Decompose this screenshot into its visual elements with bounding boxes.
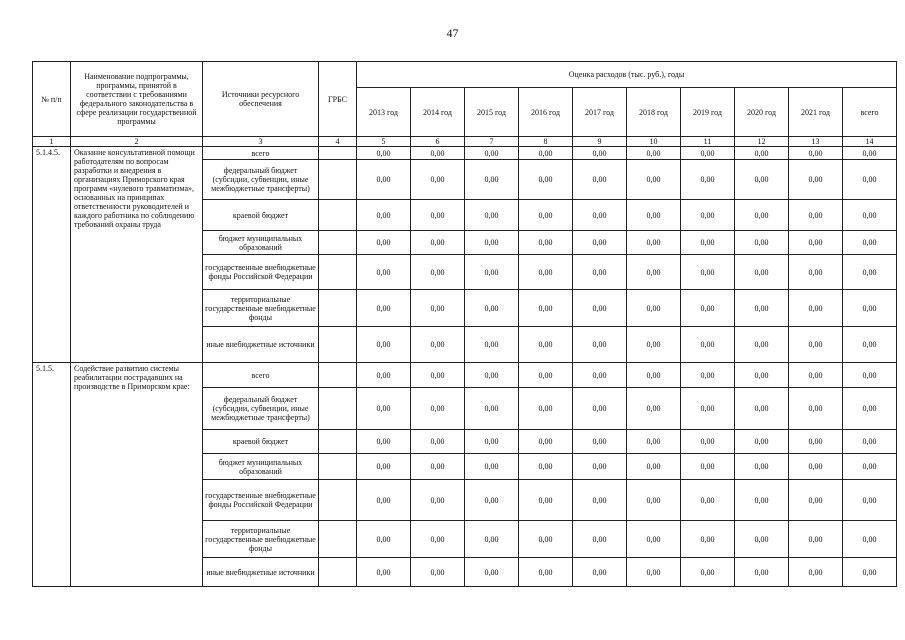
value-cell: 0,00 <box>357 558 411 587</box>
value-cell: 0,00 <box>519 363 573 388</box>
value-cell: 0,00 <box>789 147 843 160</box>
value-cell: 0,00 <box>573 558 627 587</box>
value-cell: 0,00 <box>465 480 519 521</box>
header-year: 2016 год <box>519 88 573 137</box>
value-cell: 0,00 <box>573 327 627 363</box>
value-cell: 0,00 <box>843 290 897 327</box>
value-cell: 0,00 <box>411 290 465 327</box>
funding-source: иные внебюджетные источники <box>203 327 319 363</box>
value-cell: 0,00 <box>357 480 411 521</box>
value-cell: 0,00 <box>681 290 735 327</box>
column-number: 3 <box>203 137 319 147</box>
grbs-cell <box>319 200 357 231</box>
grbs-cell <box>319 231 357 255</box>
column-number: 1 <box>33 137 71 147</box>
value-cell: 0,00 <box>681 521 735 558</box>
value-cell: 0,00 <box>573 454 627 480</box>
value-cell: 0,00 <box>735 290 789 327</box>
header-grbs: ГРБС <box>319 62 357 137</box>
value-cell: 0,00 <box>627 160 681 200</box>
value-cell: 0,00 <box>843 454 897 480</box>
value-cell: 0,00 <box>573 160 627 200</box>
value-cell: 0,00 <box>681 480 735 521</box>
table-body <box>33 147 897 587</box>
value-cell: 0,00 <box>627 480 681 521</box>
column-number: 6 <box>411 137 465 147</box>
value-cell: 0,00 <box>735 363 789 388</box>
value-cell: 0,00 <box>465 255 519 290</box>
value-cell: 0,00 <box>465 388 519 430</box>
funding-source: государственные внебюджетные фонды Российской Федерации <box>203 255 319 290</box>
value-cell: 0,00 <box>411 255 465 290</box>
value-cell: 0,00 <box>735 160 789 200</box>
header-estimate: Оценка расходов (тыс. руб.), годы <box>357 62 897 88</box>
value-cell: 0,00 <box>519 255 573 290</box>
value-cell: 0,00 <box>843 231 897 255</box>
value-cell: 0,00 <box>789 290 843 327</box>
value-cell: 0,00 <box>843 327 897 363</box>
funding-source: федеральный бюджет (субсидии, субвенции, иные межбюджетные трансферты) <box>203 160 319 200</box>
value-cell: 0,00 <box>627 454 681 480</box>
value-cell: 0,00 <box>573 255 627 290</box>
section-code: 5.1.4.5. <box>33 147 71 363</box>
value-cell: 0,00 <box>465 558 519 587</box>
header-year: 2019 год <box>681 88 735 137</box>
section-title: Оказание консультативной помощи работодателям по вопросам разработки и внедрения в организациях Приморского края программ «нулевого травматизма», основанных на принципах ответственности руководителей и каждого работника по соблюдению требований охраны труда <box>71 147 203 363</box>
header-sources: Источники ресурсного обеспечения <box>203 62 319 137</box>
value-cell: 0,00 <box>627 363 681 388</box>
funding-source: федеральный бюджет (субсидии, субвенции, иные межбюджетные трансферты) <box>203 388 319 430</box>
value-cell: 0,00 <box>627 558 681 587</box>
value-cell: 0,00 <box>357 388 411 430</box>
value-cell: 0,00 <box>843 147 897 160</box>
header-year: всего <box>843 88 897 137</box>
value-cell: 0,00 <box>735 430 789 454</box>
value-cell: 0,00 <box>411 430 465 454</box>
value-cell: 0,00 <box>681 430 735 454</box>
value-cell: 0,00 <box>789 480 843 521</box>
header-year: 2017 год <box>573 88 627 137</box>
value-cell: 0,00 <box>573 147 627 160</box>
funding-source: краевой бюджет <box>203 200 319 231</box>
value-cell: 0,00 <box>519 430 573 454</box>
header-name: Наименование подпрограммы, программы, принятой в соответствии с требованиями федерального законодательства в сфере реализации государственной программы <box>71 62 203 137</box>
value-cell: 0,00 <box>735 255 789 290</box>
value-cell: 0,00 <box>681 147 735 160</box>
value-cell: 0,00 <box>519 290 573 327</box>
value-cell: 0,00 <box>519 160 573 200</box>
value-cell: 0,00 <box>843 200 897 231</box>
value-cell: 0,00 <box>789 430 843 454</box>
value-cell: 0,00 <box>843 521 897 558</box>
value-cell: 0,00 <box>357 147 411 160</box>
value-cell: 0,00 <box>681 558 735 587</box>
value-cell: 0,00 <box>735 147 789 160</box>
value-cell: 0,00 <box>411 454 465 480</box>
value-cell: 0,00 <box>411 480 465 521</box>
grbs-cell <box>319 290 357 327</box>
funding-source: иные внебюджетные источники <box>203 558 319 587</box>
value-cell: 0,00 <box>465 430 519 454</box>
value-cell: 0,00 <box>681 327 735 363</box>
value-cell: 0,00 <box>789 558 843 587</box>
funding-source: всего <box>203 363 319 388</box>
value-cell: 0,00 <box>735 231 789 255</box>
column-number: 4 <box>319 137 357 147</box>
column-number: 11 <box>681 137 735 147</box>
value-cell: 0,00 <box>519 454 573 480</box>
grbs-cell <box>319 363 357 388</box>
grbs-cell <box>319 521 357 558</box>
value-cell: 0,00 <box>735 480 789 521</box>
value-cell: 0,00 <box>411 558 465 587</box>
grbs-cell <box>319 147 357 160</box>
value-cell: 0,00 <box>465 363 519 388</box>
header-year: 2020 год <box>735 88 789 137</box>
value-cell: 0,00 <box>357 430 411 454</box>
value-cell: 0,00 <box>789 454 843 480</box>
value-cell: 0,00 <box>843 480 897 521</box>
funding-source: всего <box>203 147 319 160</box>
budget-table <box>32 61 897 587</box>
value-cell: 0,00 <box>357 363 411 388</box>
header-year: 2018 год <box>627 88 681 137</box>
value-cell: 0,00 <box>573 430 627 454</box>
value-cell: 0,00 <box>627 255 681 290</box>
grbs-cell <box>319 454 357 480</box>
value-cell: 0,00 <box>627 388 681 430</box>
value-cell: 0,00 <box>465 231 519 255</box>
section-code: 5.1.5. <box>33 363 71 587</box>
column-number: 7 <box>465 137 519 147</box>
value-cell: 0,00 <box>357 160 411 200</box>
value-cell: 0,00 <box>519 558 573 587</box>
value-cell: 0,00 <box>465 290 519 327</box>
value-cell: 0,00 <box>627 430 681 454</box>
value-cell: 0,00 <box>681 200 735 231</box>
value-cell: 0,00 <box>735 200 789 231</box>
value-cell: 0,00 <box>411 388 465 430</box>
value-cell: 0,00 <box>411 231 465 255</box>
value-cell: 0,00 <box>843 430 897 454</box>
value-cell: 0,00 <box>681 454 735 480</box>
table-row <box>33 363 897 388</box>
value-cell: 0,00 <box>573 290 627 327</box>
header-year: 2015 год <box>465 88 519 137</box>
value-cell: 0,00 <box>627 231 681 255</box>
header-year: 2021 год <box>789 88 843 137</box>
value-cell: 0,00 <box>357 454 411 480</box>
funding-source: территориальные государственные внебюджетные фонды <box>203 290 319 327</box>
value-cell: 0,00 <box>519 521 573 558</box>
value-cell: 0,00 <box>519 200 573 231</box>
header-year: 2013 год <box>357 88 411 137</box>
funding-source: краевой бюджет <box>203 430 319 454</box>
value-cell: 0,00 <box>465 327 519 363</box>
value-cell: 0,00 <box>465 521 519 558</box>
grbs-cell <box>319 430 357 454</box>
value-cell: 0,00 <box>735 454 789 480</box>
value-cell: 0,00 <box>465 147 519 160</box>
value-cell: 0,00 <box>843 255 897 290</box>
value-cell: 0,00 <box>681 255 735 290</box>
value-cell: 0,00 <box>573 200 627 231</box>
funding-source: территориальные государственные внебюджетные фонды <box>203 521 319 558</box>
value-cell: 0,00 <box>465 454 519 480</box>
column-number: 8 <box>519 137 573 147</box>
funding-source: бюджет муниципальных образований <box>203 454 319 480</box>
grbs-cell <box>319 388 357 430</box>
value-cell: 0,00 <box>411 200 465 231</box>
value-cell: 0,00 <box>627 521 681 558</box>
value-cell: 0,00 <box>519 327 573 363</box>
value-cell: 0,00 <box>735 558 789 587</box>
value-cell: 0,00 <box>789 388 843 430</box>
value-cell: 0,00 <box>573 231 627 255</box>
value-cell: 0,00 <box>411 521 465 558</box>
value-cell: 0,00 <box>357 521 411 558</box>
value-cell: 0,00 <box>519 147 573 160</box>
column-number: 9 <box>573 137 627 147</box>
value-cell: 0,00 <box>519 231 573 255</box>
grbs-cell <box>319 160 357 200</box>
grbs-cell <box>319 480 357 521</box>
value-cell: 0,00 <box>573 388 627 430</box>
header-num: № п/п <box>33 62 71 137</box>
header-year: 2014 год <box>411 88 465 137</box>
value-cell: 0,00 <box>519 388 573 430</box>
value-cell: 0,00 <box>843 558 897 587</box>
value-cell: 0,00 <box>789 200 843 231</box>
value-cell: 0,00 <box>465 200 519 231</box>
value-cell: 0,00 <box>735 521 789 558</box>
value-cell: 0,00 <box>735 327 789 363</box>
value-cell: 0,00 <box>573 363 627 388</box>
value-cell: 0,00 <box>627 200 681 231</box>
value-cell: 0,00 <box>573 521 627 558</box>
section-title: Содействие развитию системы реабилитации пострадавших на производстве в Приморском крае: <box>71 363 203 587</box>
value-cell: 0,00 <box>789 363 843 388</box>
value-cell: 0,00 <box>465 160 519 200</box>
value-cell: 0,00 <box>411 160 465 200</box>
column-number: 12 <box>735 137 789 147</box>
value-cell: 0,00 <box>681 160 735 200</box>
value-cell: 0,00 <box>519 480 573 521</box>
column-number: 13 <box>789 137 843 147</box>
value-cell: 0,00 <box>357 200 411 231</box>
funding-source: государственные внебюджетные фонды Российской Федерации <box>203 480 319 521</box>
table-header <box>33 62 897 147</box>
value-cell: 0,00 <box>681 231 735 255</box>
value-cell: 0,00 <box>789 231 843 255</box>
table-row <box>33 147 897 160</box>
column-numbers-row <box>33 137 897 147</box>
column-number: 14 <box>843 137 897 147</box>
funding-source: бюджет муниципальных образований <box>203 231 319 255</box>
value-cell: 0,00 <box>411 147 465 160</box>
value-cell: 0,00 <box>357 327 411 363</box>
page-number: 47 <box>446 26 459 40</box>
value-cell: 0,00 <box>843 388 897 430</box>
value-cell: 0,00 <box>357 290 411 327</box>
value-cell: 0,00 <box>357 231 411 255</box>
value-cell: 0,00 <box>681 388 735 430</box>
grbs-cell <box>319 255 357 290</box>
value-cell: 0,00 <box>681 363 735 388</box>
value-cell: 0,00 <box>789 521 843 558</box>
value-cell: 0,00 <box>411 363 465 388</box>
value-cell: 0,00 <box>843 160 897 200</box>
column-number: 10 <box>627 137 681 147</box>
value-cell: 0,00 <box>789 255 843 290</box>
column-number: 2 <box>71 137 203 147</box>
value-cell: 0,00 <box>735 388 789 430</box>
value-cell: 0,00 <box>627 147 681 160</box>
grbs-cell <box>319 327 357 363</box>
value-cell: 0,00 <box>789 327 843 363</box>
grbs-cell <box>319 558 357 587</box>
value-cell: 0,00 <box>843 363 897 388</box>
value-cell: 0,00 <box>789 160 843 200</box>
value-cell: 0,00 <box>627 290 681 327</box>
value-cell: 0,00 <box>627 327 681 363</box>
value-cell: 0,00 <box>357 255 411 290</box>
value-cell: 0,00 <box>573 480 627 521</box>
column-number: 5 <box>357 137 411 147</box>
value-cell: 0,00 <box>411 327 465 363</box>
